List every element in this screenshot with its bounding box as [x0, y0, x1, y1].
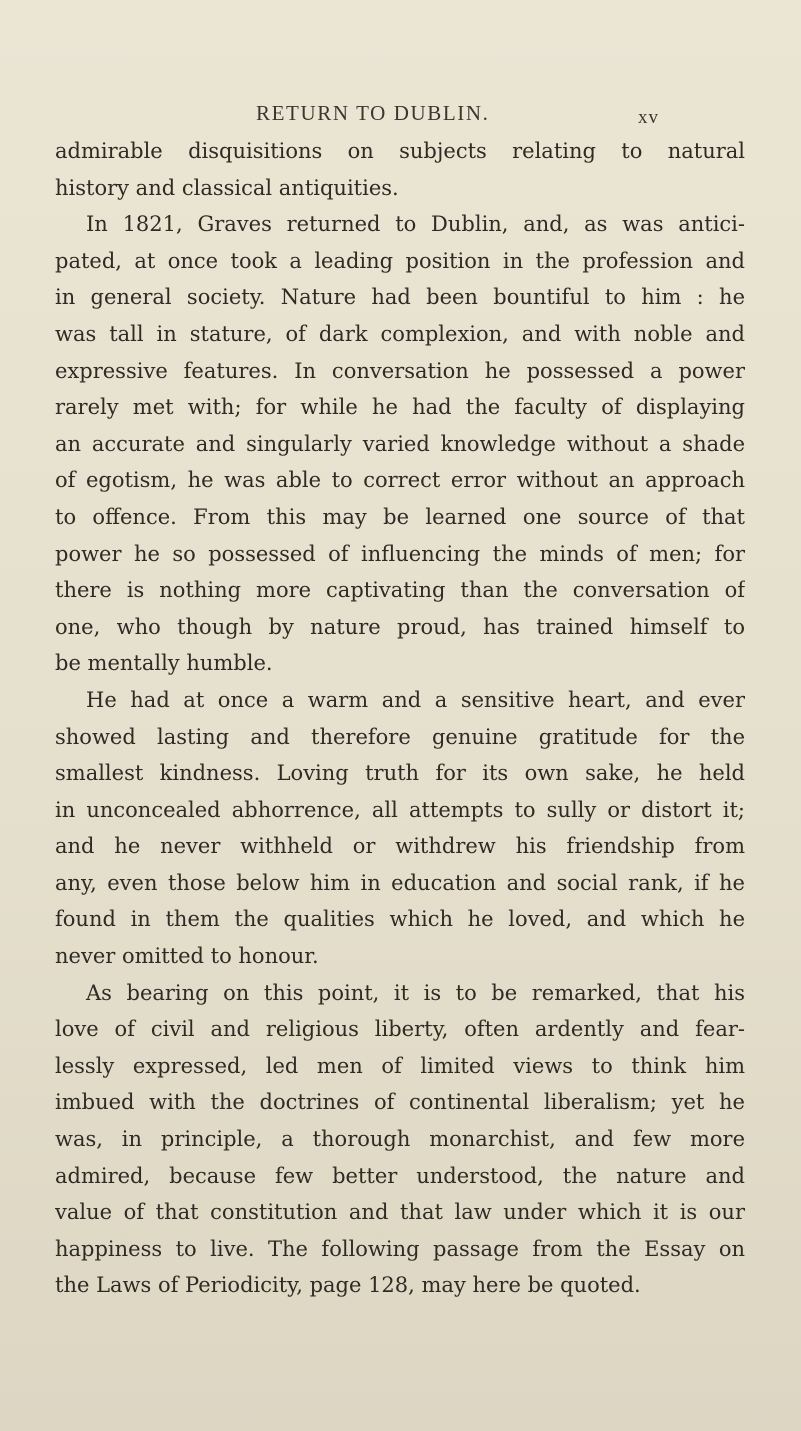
text-line: In 1821, Graves returned to Dublin, and, as was antici-: [86, 212, 745, 237]
text-line: admired, because few better understood, the nature and: [55, 1163, 745, 1188]
text-line: and he never withheld or withdrew his friendship from: [55, 834, 745, 859]
text-line: He had at once a warm and a sensitive heart, and ever: [86, 687, 745, 712]
text-line: of egotism, he was able to correct error without an approach: [55, 468, 745, 493]
text-line: power he so possessed of influencing the minds of men; for: [55, 541, 745, 566]
text-line: history and classical antiquities.: [55, 175, 399, 200]
page-number: xv: [638, 107, 659, 128]
text-line: happiness to live. The following passage from the Essay on: [55, 1236, 745, 1261]
text-line: lessly expressed, led men of limited views to think him: [55, 1053, 745, 1078]
text-line: rarely met with; for while he had the faculty of displaying: [55, 395, 745, 420]
text-line: imbued with the doctrines of continental liberalism; yet he: [55, 1090, 745, 1115]
text-line: was tall in stature, of dark complexion, and with noble and: [55, 321, 745, 346]
text-line: one, who though by nature proud, has trained himself to: [55, 614, 745, 639]
text-line: love of civil and religious liberty, often ardently and fear-: [55, 1017, 745, 1042]
text-line: an accurate and singularly varied knowledge without a shade: [55, 431, 745, 456]
body-text: [55, 133, 745, 1304]
text-line: pated, at once took a leading position in the profession and: [55, 248, 745, 273]
text-line: never omitted to honour.: [55, 944, 319, 969]
text-line: any, even those below him in education and social rank, if he: [55, 870, 745, 895]
text-line: value of that constitution and that law under which it is our: [55, 1200, 745, 1225]
text-line: there is nothing more captivating than the conversation of: [55, 578, 745, 603]
text-line: As bearing on this point, it is to be remarked, that his: [86, 980, 745, 1005]
running-title: RETURN TO DUBLIN.: [256, 101, 490, 125]
text-line: in unconcealed abhorrence, all attempts to sully or distort it;: [55, 797, 745, 822]
text-line: was, in principle, a thorough monarchist, and few more: [55, 1127, 745, 1152]
text-line: in general society. Nature had been bountiful to him : he: [55, 285, 745, 310]
text-line: the Laws of Periodicity, page 128, may here be quoted.: [55, 1273, 641, 1298]
text-line: admirable disquisitions on subjects relating to natural: [55, 139, 745, 163]
text-line: smallest kindness. Loving truth for its own sake, he held: [55, 761, 745, 786]
text-line: be mentally humble.: [55, 651, 273, 676]
running-head: [0, 101, 801, 133]
text-line: showed lasting and therefore genuine gratitude for the: [55, 724, 745, 749]
text-line: expressive features. In conversation he possessed a power: [55, 358, 745, 383]
text-line: to offence. From this may be learned one source of that: [55, 504, 745, 529]
text-line: found in them the qualities which he loved, and which he: [55, 907, 745, 932]
